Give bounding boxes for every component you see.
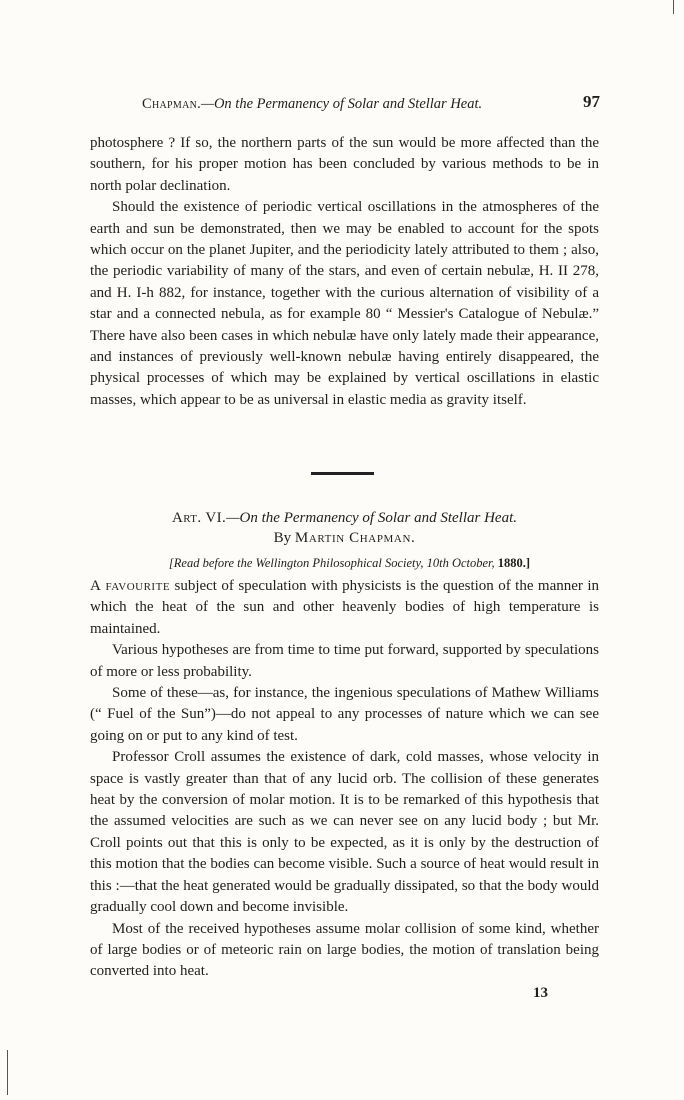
running-head-text [142,96,482,113]
read-note-date: 10th October, [426,556,495,570]
read-note-year: 1880.] [497,556,531,570]
continued-text [90,133,599,411]
running-head [90,94,600,116]
first-word: A favourite [90,578,171,594]
read-note [90,556,599,571]
read-note-text: [Read before the Wellington Philosophical Society, [168,556,424,570]
paragraph-croll: Professor Croll assumes the existence of dark, cold masses, whose velocity in space is vastly greater than that of any lucid orb. The collision of these generates heat by the conversion of molar motion. It is to be remarked of this hypothesis that the assumed velocities are such as we can never see on any lucid body ; but Mr. Croll points out that this is only to be expected, as it is only by the destruction of this motion that the bodies can become visible. Such a source of heat would result in this :—that the heat generated would be gradually dissipated, so that the body would gradually cool down and become invisible. [90,749,599,916]
byline-prefix: By [273,530,292,546]
article-label: Art. VI. [171,510,227,526]
article-author: Martin Chapman. [294,530,416,546]
paragraph-oscillations: Should the existence of periodic vertical oscillations in the atmospheres of the earth and sun be demonstrated, then we may be enabled to account for the spots which occur on the planet Jupiter, and the periodicity lately attributed to them ; also, the periodic variability of many of the stars, and even of certain nebulæ, H. II 278, and H. I-h 882, for instance, together with the curious alternation of visibility of a star and a connected nebula, as for example 80 “ Messier's Catalogue of Nebulæ.” There have also been cases in which nebulæ have only lately made their appearance, and instances of previously well-known nebulæ having entirely disappeared, the physical processes of which may be explained by vertical oscillations in elastic masses, which appear to be as universal in elastic media as gravity itself. [90,199,599,408]
signature-mark: 13 [533,985,548,1001]
article-body [90,576,599,983]
paragraph-intro-text: subject of speculation with physicists is the question of the manner in which the heat of the sun and other heavenly bodies of high temperature is maintained. [90,578,600,637]
article-byline [90,530,599,547]
page-number: 97 [583,92,600,111]
scan-edge-mark [673,0,674,14]
article-title-text: —On the Permanency of Solar and Stellar Heat. [226,510,518,526]
section-divider [311,472,374,475]
paragraph-williams: Some of these—as, for instance, the ingenious speculations of Mathew Williams (“ Fuel of the Sun”)—do not appeal to any processes of nature which we can see going on or put to any kind of test. [90,685,599,744]
paragraph-continued: photosphere ? If so, the northern parts of the sun would be more affected than the southern, for his proper motion has been concluded by various methods to be in north polar declination. [90,135,599,194]
paragraph-intro [90,576,599,640]
paragraph-hypotheses: Various hypotheses are from time to time put forward, supported by speculations of more or less probability. [90,642,599,680]
paragraph-molar-collision: Most of the received hypotheses assume molar collision of some kind, whether of large bodies or of meteoric rain on large bodies, the motion of translation being converted into heat. [90,920,599,980]
article-title [90,510,599,527]
running-head-author: Chapman. [142,96,202,112]
running-head-title: —On the Permanency of Solar and Stellar Heat. [201,96,483,112]
scan-edge-mark [7,1050,8,1095]
